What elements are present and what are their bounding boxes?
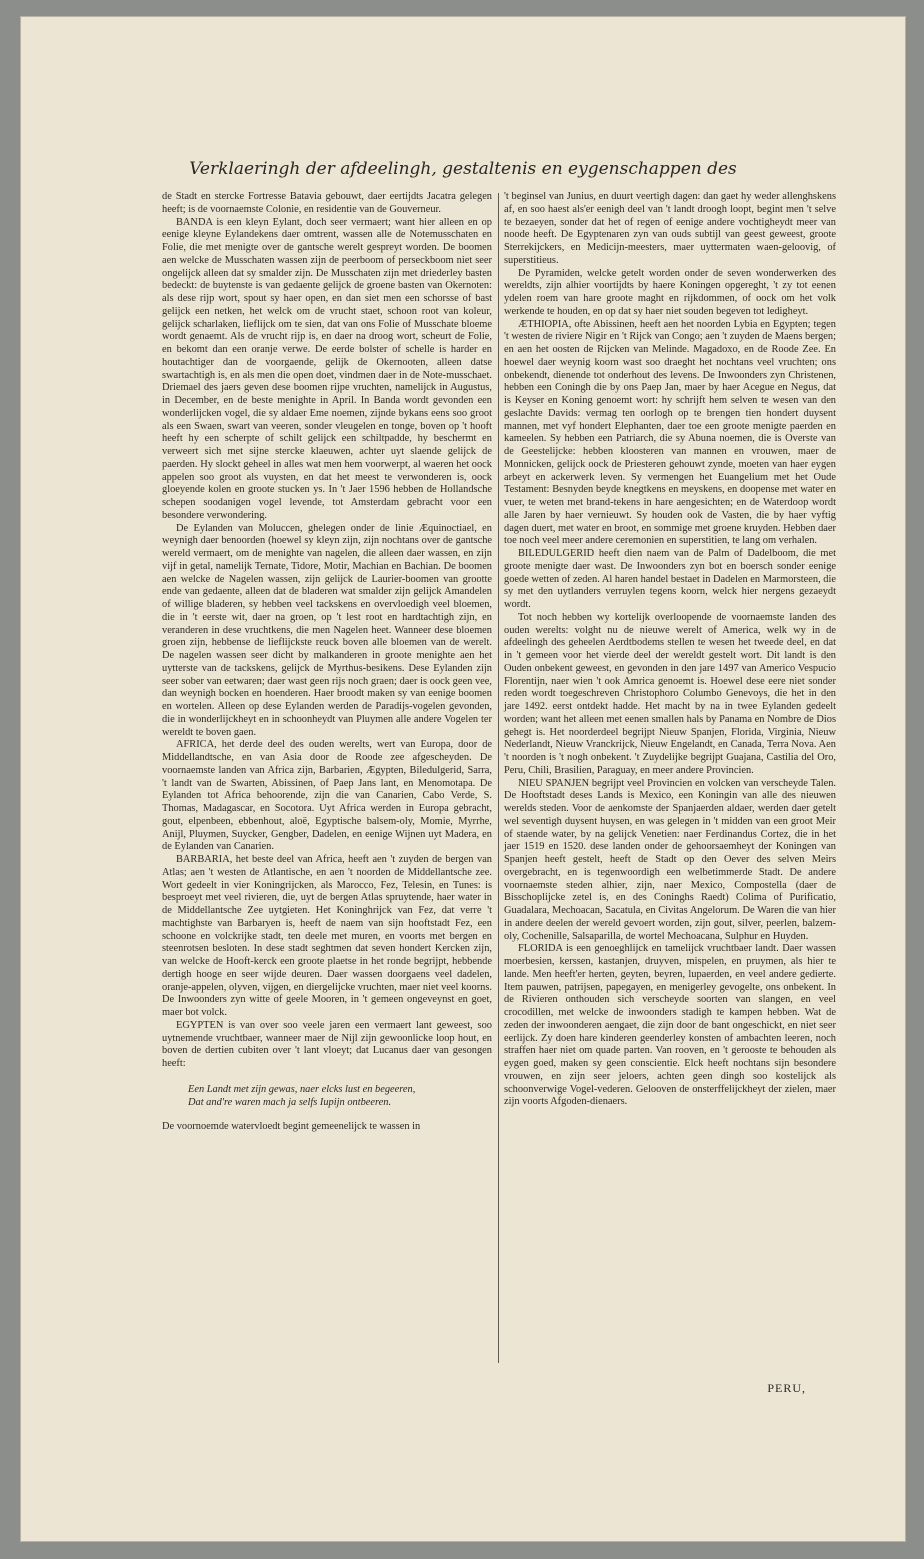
book-page	[20, 16, 906, 1542]
paragraph: BARBARIA, het beste deel van Africa, heeft aen 't zuyden de bergen van Atlas; aen 't westen de Atlantische, en aen 't noorden de Middellantsche zee. Wort gedeelt in vier Koningrijcken, als Marocco, Fez, Telesin, en Tunes: is besproeyt met veel rivieren, die, uyt de bergen Atlas spruytende, haer water in de Middellantsche Zee uytgieten. Het Koninghrijck van Fez, dat verre 't machtighste van Barbaryen is, heeft de naem van sijn hooftstadt Fez, een schoone en volckrijke stadt, ten deele met muren, en voorts met bergen en steenrotsen besloten. In dese stadt seghtmen dat seven hondert Kercken zijn, van welcke de Hooft-kerck een groote plaetse in het ronde begrijpt, hebbende dertigh hooge en seer wijde deuren. Daer wassen doorgaens veel dadelen, oranje-appelen, olyven, vijgen, en diergelijcke vruchten, maer niet veel koorns. De Inwoonders zyn witte of geele Mooren, in 't gemeen ongeveynst en goet, maer bot volck.	[162, 854, 492, 1018]
page-header: Verklaeringh der afdeelingh, gestaltenis en eygenschappen des	[189, 159, 737, 179]
verse-line: Dat and're waren mach ja selfs Iupijn ontbeeren.	[188, 1096, 392, 1108]
right-column	[504, 191, 836, 1109]
verse-quote	[188, 1083, 492, 1109]
column-divider	[498, 193, 499, 1363]
paragraph: De Pyramiden, welcke getelt worden onder de seven wonderwerken des wereldts, zijn alhier voortijdts by haere Koningen opgereght, 't zy tot eenen ydelen roem van hare groote maght en rijkdommen, of oock om het volk werkende te houden, en op dat sy haer niet souden begeven tot ledigheyt.	[504, 267, 836, 317]
paragraph: BANDA is een kleyn Eylant, doch seer vermaert; want hier alleen en op eenige kleyne Eylandekens daer omtrent, wassen alle de Notemusschaten en Folie, die met menigte over de gantsche werelt gespreyt worden. De boomen aen welcke de Musschaten wassen zijn de peerboom of perseckboom niet seer ongelijck alleen dat sy smalder zijn. De Musschaten zijn met driederley basten bedeckt: de buytenste is van gedaente gelijck de groene basten van Okernoten: als dese rijp wort, spout sy haer open, en dan siet men een schorsse of bast gelijck een netken, het welck om de vrucht staet, schoon root van koleur, gelijck scharlaken, lieflijck om te sien, dat van ons Folie of Musschate bloeme wordt genaemt. Als de vrucht rijp is, en daer na droog wort, scheurt de Folie, en bekomt dan een oranje verwe. De eerde bolster of schelle is harder en houtachtiger dan de voorgaende, gelijk de Okernooten, alleen datse swartachtigh is, en als men die open doet, vindmen daer in de Note-musschaet. Driemael des jaers geven dese boomen rijpe vruchten, namelijck in Augustus, in December, en de beste menighte in April. In Banda wordt gevonden een wonderlijcken vogel, die sy aldaer Eme noemen, zijnde bykans eens soo groot als een Swaen, swart van veeren, sonder vleugelen en tonge, boven op 't hooft heeft hy een scherpte of schilt gelijck een schiltpadde, hy beschermt en verweert sich met sijne stercke klaeuwen, achter uyt slaende gelijck de paerden. Hy slockt geheel in alles wat men hem voorwerpt, al waeren het oock appelen soo groot als vuysten, en dat het meest te verwonderen is, oock gloeyende kolen en groote stucken ys. In 't Jaer 1596 hebben de Hollandsche schepen soodanigen vogel levende, tot Amsterdam gebracht voor een besondere verwondering.	[162, 216, 492, 521]
verse-line: Een Landt met zijn gewas, naer elcks lust en begeeren,	[188, 1083, 416, 1095]
paragraph: NIEU SPANJEN begrijpt veel Provincien en volcken van verscheyde Talen. De Hooftstadt deses Lands is Mexico, een Koningin van alle des nieuwen werelds steden. Voor de aenkomste der Spanjaerden aldaer, werden daer getelt wel seventigh duysent huysen, en was gelegen in 't midden van een groot Meir of staende water, by na gelijck Venetien: naer Ferdinandus Cortez, die in het jaer 1519 en 1520. dese landen onder de gehoorsaemheyt der Koningen van Spanjen heeft gestelt, heeft de Stadt op den Oever des selven Meirs overgebracht, en is tegenwoordigh een welbetimmerde Stadt. De andere voornaemste steden alhier, zijn, naer Mexico, Compostella (daer de Bisschoplijcke zetel is, en des Coninghs Raedt) Colima of Purificatio, Guadalara, Mechoacan, Sacatula, en Civitas Angelorum. De Waren die van hier in andere deelen der wereld gevoert worden, zijn gout, silver, peerlen, balzem-oly, Cochenille, Salsaparilla, de wortel Mechoacana, Sulphur en Huyden.	[504, 777, 836, 942]
closing-line: De voornoemde watervloedt begint gemeenelijck te wassen in	[162, 1120, 421, 1132]
paragraph: ÆTHIOPIA, ofte Abissinen, heeft aen het noorden Lybia en Egypten; tegen 't westen de riviere Nigir en 't Rijck van Congo; aen 't zuyden de Maens bergen; en aen het oosten de Rijcken van Melinde. Magadoxo, en de Roode Zee. En hoewel daer weynig koorn wast soo draeght het nochtans veel vruchten; ons onbekendt, dienende tot onderhout des levens. De Inwoonders zyn Christenen, hebben een Coningh die by ons Paep Jan, maer by haer Acegue en Negus, dat is Keyser en Koning genoemt wort: hy schrijft hem selven te wesen van den geslachte Davids: vermag ten oorlogh op te brengen tien hondert duysent mannen, met vyf hondert Elephanten, daer toe een groote menigte paerden en kameelen. Sy hebben een Patriarch, die sy Abuna noemen, die is Overste van de Geestelijcke: hebben kloosteren van mannen en vrouwen, maer de Monnicken, gelijck oock de Priesteren gehouwt zynde, moeten van haer eygen arbeyt en ackerwerk leven. Sy vermengen het Euangelium met het Oude Testament: Besnyden beyde knegtkens en meyskens, en doopense met water en vuer, te weten met brand-tekens in hare aengesichten; en de Waterdoop wordt alle Jaren by haer vernieuwt. Sy houden ook de Vasten, die by haer vyftig dagen duert, met water en broot, en sommige met groene kruyden. Hebben daer toe noch veel meer andere ceremonien en superstitien, te lang om verhalen.	[504, 318, 836, 547]
paragraph: FLORIDA is een genoeghlijck en tamelijck vruchtbaer landt. Daer wassen moerbesien, kerssen, kastanjen, druyven, mispelen, en pruymen, als hier te lande. Men heeft'er herten, geyten, beyren, lupaerden, en veel andere gedierte. Item pauwen, patrijsen, papegayen, en menigerley gevogelte, ons onbekent. In de Rivieren onthouden sich verscheyde soorten van slangen, en veel crocodillen, met welcke de inwoonders stadigh te kampen hebben. Wat de zeden der inwoonderen aengaet, die zijn door de bant ongeschickt, en niet seer eerlijck. Zy doen hare kinderen geenderley konsten of ambachten leeren, noch straffen haer niet om quade parten. Van rooven, en 't gerooste te behouden als eygen goed, maken sy geen conscientie. Elck heeft nochtans sijn besondere vrouwen, en zijn seer jeloers, achten geen dingh soo kostelijck als schoonverwige Vogel-vederen. Gelooven de onsterffelijckheyt der zielen, maer zijn voorts Afgoden-dienaers.	[504, 943, 836, 1108]
paragraph: de Stadt en stercke Fortresse Batavia gebouwt, daer eertijdts Jacatra gelegen heeft; is de voornaemste Colonie, en residentie van de Gouverneur.	[162, 191, 492, 215]
paragraph: BILEDULGERID heeft dien naem van de Palm of Dadelboom, die met groote menigte daer wast. De Inwoonders zyn bot en boersch sonder eenige goede wetten of zeden. Al haren handel bestaet in Dadelen en Marmorsteen, die sy met den uytlanders verruylen tegens koorn, welck hier nergens gezaeydt wordt.	[504, 548, 836, 610]
paragraph: Tot noch hebben wy kortelijk overloopende de voornaemste landen des ouden werelts: volght nu de nieuwe werelt of America, welk wy in de afdeelingh des geheelen Aerdtbodems stellen te wesen het tweede deel, en dat in 't gemeen voor het vierde deel der wereldt gestelt wort. Dit landt is den Ouden onbekent geweest, en gevonden in den jare 1497 van Americo Vespucio Florentijn, naer wien 't ook Amrica genoemt is. Hoewel dese eere niet sonder reden wordt toegeschreven Christophoro Columbo Genevoys, die het in den jare 1492. eerst ontdekt hadde. Het macht by na in twee Eylanden gedeelt worden; want het alleen met eenen smallen hals by Panama en Nombre de Dios gehegt is. Het noorderdeel begrijpt Nieuw Spanjen, Florida, Virginia, Nieuw Nederlandt, Nieuw Vranckrijck, Nieuw Engelandt, en Canada, Terra Nova. Aen 't noorden is 't nogh onbekent. 't Zuydelijke begrijpt Guajana, Castilia del Oro, Peru, Chili, Brasilien, Paraguay, en meer andere Provincien.	[504, 611, 836, 776]
paragraph: 't beginsel van Junius, en duurt veertigh dagen: dan gaet hy weder allenghskens af, en soo haest als'er eenigh deel van 't landt droogh loopt, begint men 't selve te bezaeyen, sonder dat het of regen of eenige andere vochtigheydt meer van noode heeft. De Egyptenaren zyn van ouds subtijl van geest geweest, groote Sterrekijckers, en Medicijn-meesters, maer uyttermaten waen-geloovig, of superstitieus.	[504, 191, 836, 266]
catchword: PERU,	[767, 1381, 806, 1395]
paragraph: EGYPTEN is van over soo veele jaren een vermaert lant geweest, soo uytnemende vruchtbaer, wanneer maer de Nijl zijn gewoonlicke loop hout, en boven de dertien cubiten over 't lant vloeyt; dat Lucanus daer van gesongen heeft:	[162, 1019, 492, 1069]
paragraph: AFRICA, het derde deel des ouden werelts, wert van Europa, door de Middellandtsche, en van Asia door de Roode zee afgescheyden. De voornaemste landen van Africa zijn, Barbarien, Ægypten, Biledulgerid, Sarra, 't landt van de Swarten, Abissinen, of Paep Jans lant, en Menomotapa. De Eylanden tot Africa behoorende, zijn die van Canarien, Cabo Verde, S. Thomas, Madagascar, en Socotora. Uyt Africa werden in Europa gebracht, gout, elpenbeen, ebbenhout, aloë, Egyptische balsem-oly, Momie, Myrrhe, Anijl, Pluymen, Suycker, Gengber, Dadelen, en eenige Wijnen uyt Madera, en de Eylanden van Canarien.	[162, 739, 492, 853]
paragraph: De Eylanden van Moluccen, ghelegen onder de linie Æquinoctiael, en weynigh daer benoorden (hoewel sy kleyn zijn, zijn nochtans over de gantsche wereld vermaert, om de menighte van nagelen, die alleen daer wassen, en zijn vijf in getal, namelijk Ternate, Tidore, Motir, Machian en Bachian. De boomen aen welcke de Nagelen wassen, zijn gelijck de Laurier-boomen van grootte ende van gedaente, alleen dat de bladeren wat smalder zijn gelijck Amandelen of willige bladeren, sy hebben veel tackskens en overvloedigh veel bloemen, die in 't eerste wit, daer na groen, op 't lest root en hardtachtigh zijn, en veranderen in dese vruchtkens, die men Nagelen heet. Wanneer dese bloemen groen zijn, hebbense de lieflijckste reuck boven alle bloemen van de werelt. De nagelen wassen seer dicht by malkanderen in groote menighte aen het uytterste van de tackskens, gelijck de Myrthus-besikens. Dese Eylanden zijn seer sober van eetwaren; daer wast geen rijs noch graen; daer is oock geen vee, dan weynigh bocken en hoenderen. Haer broodt maken sy van eenige boomen en wortelen. Alleen op dese Eylanden werden de Paradijs-vogelen gevonden, die in wonderlijckheyt en in schoonheydt van Pluymen alle andere Vogelen ter wereldt te boven gaen.	[162, 522, 492, 738]
left-column	[162, 191, 492, 1134]
